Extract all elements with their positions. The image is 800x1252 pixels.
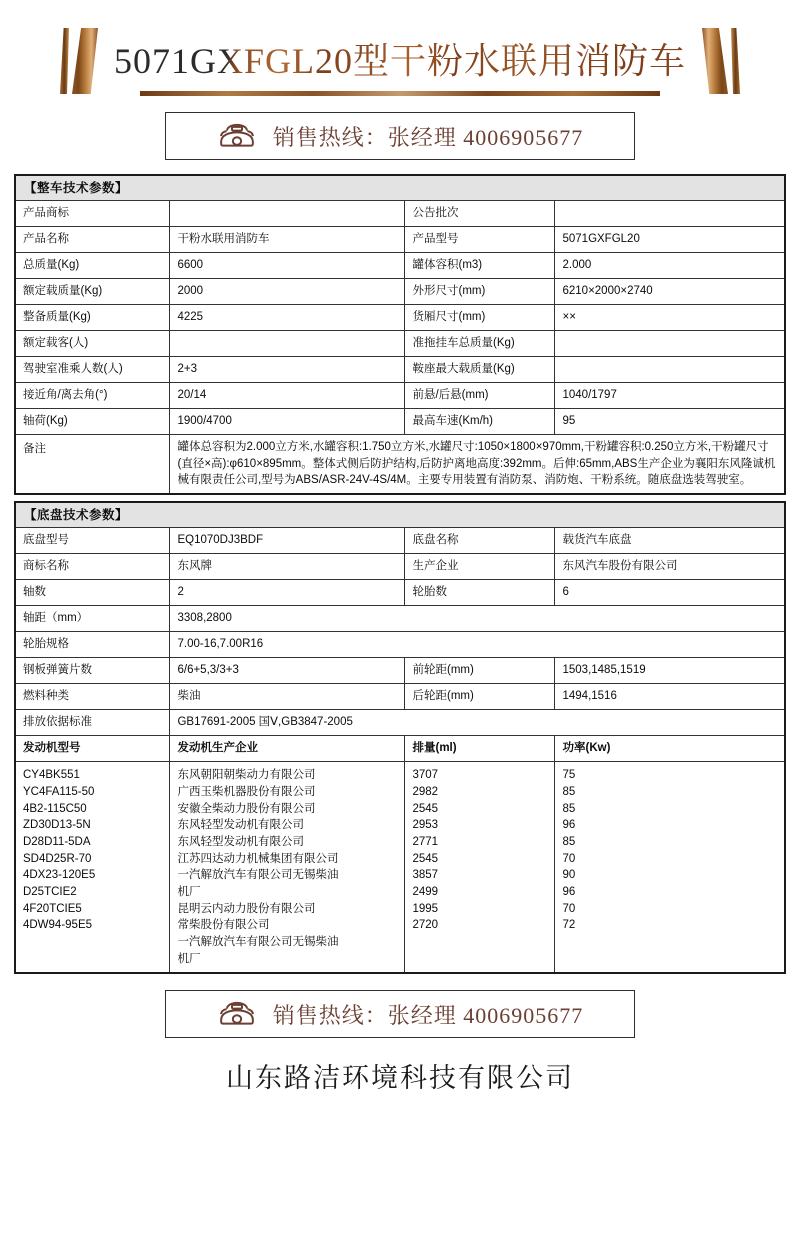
row-value-2: 载货汽车底盘 — [555, 528, 785, 554]
engine-power-item: 96 — [562, 819, 576, 832]
row-value-1 — [170, 201, 405, 227]
engine-displacement-item: 3707 — [412, 769, 439, 782]
telephone-icon — [217, 119, 257, 154]
emission-label: 排放依据标准 — [15, 710, 170, 736]
table-row — [15, 554, 785, 580]
row-value-1: 2 — [170, 580, 405, 606]
chassis-section-heading-row — [15, 502, 785, 528]
table-row — [15, 357, 785, 383]
engine-displacement-column — [405, 762, 555, 974]
row-value-1: 20/14 — [170, 383, 405, 409]
row-label-1: 额定载质量(Kg) — [15, 279, 170, 305]
hotline-text: 销售热线：张经理 4006905677 — [272, 124, 584, 150]
remark-label: 备注 — [15, 435, 170, 495]
engine-table-header-row — [15, 736, 785, 762]
row-value-2: 1503,1485,1519 — [555, 658, 785, 684]
engine-header-model: 发动机型号 — [15, 736, 170, 762]
row-value-1: 2+3 — [170, 357, 405, 383]
engine-manufacturer-item: 昆明云内动力股份有限公司 — [177, 902, 316, 915]
row-label-2: 鞍座最大载质量(Kg) — [405, 357, 555, 383]
page-title-banner — [0, 22, 800, 100]
engine-displacement-item: 2953 — [412, 819, 439, 832]
table-row — [15, 684, 785, 710]
vehicle-section-heading-row — [15, 175, 785, 201]
engine-displacement-item: 2499 — [412, 885, 439, 898]
engine-model-item: 4B2-115C50 — [22, 802, 87, 815]
engine-displacement-item: 2545 — [412, 802, 439, 815]
engine-displacement-item: 2545 — [412, 852, 439, 865]
row-label-2: 后轮距(mm) — [405, 684, 555, 710]
engine-power-item: 85 — [562, 802, 576, 815]
engine-displacement-item: 2771 — [412, 835, 439, 848]
tire-row — [15, 632, 785, 658]
row-value-1: 2000 — [170, 279, 405, 305]
engine-manufacturer-item: 江苏四达动力机械集团有限公司 — [177, 852, 339, 865]
row-value-2: ×× — [555, 305, 785, 331]
title-right-ornament — [690, 28, 742, 94]
engine-body-row — [15, 762, 785, 974]
row-value-2: 2.000 — [555, 253, 785, 279]
engine-manufacturer-item: 广西玉柴机器股份有限公司 — [177, 785, 316, 798]
engine-power-item: 90 — [562, 869, 576, 882]
engine-power-item: 85 — [562, 785, 576, 798]
engine-power-item: 75 — [562, 769, 576, 782]
page-title: 5071GXFGL20型干粉水联用消防车 — [110, 43, 690, 79]
row-value-2: 95 — [555, 409, 785, 435]
engine-displacement-item: 1995 — [412, 902, 439, 915]
row-value-1: 1900/4700 — [170, 409, 405, 435]
engine-header-power: 功率(Kw) — [555, 736, 785, 762]
table-row — [15, 528, 785, 554]
vehicle-spec-table — [14, 174, 786, 495]
engine-model-item: 4DW94-95E5 — [22, 919, 93, 932]
tire-label: 轮胎规格 — [15, 632, 170, 658]
remark-value: 罐体总容积为2.000立方米,水罐容积:1.750立方米,水罐尺寸:1050×1800×970mm,干粉罐容积:0.250立方米,干粉罐尺寸(直径×高):φ610×895mm。整体式侧后防护结构,后防护离地高度:392mm。后伸:65mm,ABS生产企业为襄阳东风隆诚机械有限责任公司,型号为ABS/ASR-24V-4S/4M。主要专用装置有消防泵、消防炮、干粉系统。随底盘选装驾驶室。 — [170, 435, 785, 495]
row-value-2: 5071GXFGL20 — [555, 227, 785, 253]
row-value-1: EQ1070DJ3BDF — [170, 528, 405, 554]
row-label-1: 总质量(Kg) — [15, 253, 170, 279]
engine-model-item: 4F20TCIE5 — [22, 902, 82, 915]
table-row — [15, 305, 785, 331]
engine-model-item: CY4BK551 — [22, 769, 80, 782]
hotline-banner-bottom — [165, 990, 635, 1038]
row-value-2: 1040/1797 — [555, 383, 785, 409]
row-label-1: 驾驶室准乘人数(人) — [15, 357, 170, 383]
engine-manufacturer-item: 东风轻型发动机有限公司 — [177, 835, 304, 848]
engine-header-manufacturer: 发动机生产企业 — [170, 736, 405, 762]
row-label-2: 公告批次 — [405, 201, 555, 227]
wheelbase-value: 3308,2800 — [170, 606, 785, 632]
row-label-1: 轴数 — [15, 580, 170, 606]
row-label-2: 生产企业 — [405, 554, 555, 580]
row-value-1 — [170, 331, 405, 357]
row-label-2: 准拖挂车总质量(Kg) — [405, 331, 555, 357]
row-label-2: 前轮距(mm) — [405, 658, 555, 684]
engine-manufacturer-item: 东风轻型发动机有限公司 — [177, 819, 304, 832]
engine-model-item: ZD30D13-5N — [22, 819, 91, 832]
row-label-2: 罐体容积(m3) — [405, 253, 555, 279]
row-value-2: 东风汽车股份有限公司 — [555, 554, 785, 580]
company-name: 山东路洁环境科技有限公司 — [226, 1063, 574, 1094]
engine-manufacturer-item: 机厂 — [177, 952, 201, 965]
emission-row — [15, 710, 785, 736]
wheelbase-row — [15, 606, 785, 632]
engine-displacement-item: 3857 — [412, 869, 439, 882]
row-label-2: 产品型号 — [405, 227, 555, 253]
engine-power-item: 96 — [562, 885, 576, 898]
engine-manufacturer-item: 一汽解放汽车有限公司无锡柴油 — [177, 869, 339, 882]
table-row — [15, 580, 785, 606]
table-row — [15, 227, 785, 253]
row-label-1: 接近角/离去角(°) — [15, 383, 170, 409]
row-label-1: 整备质量(Kg) — [15, 305, 170, 331]
engine-power-item: 72 — [562, 919, 576, 932]
hotline-text: 销售热线：张经理 4006905677 — [272, 1002, 584, 1028]
row-label-1: 产品商标 — [15, 201, 170, 227]
engine-manufacturer-item: 东风朝阳朝柴动力有限公司 — [177, 769, 316, 782]
row-label-1: 钢板弹簧片数 — [15, 658, 170, 684]
engine-power-item: 70 — [562, 852, 576, 865]
engine-manufacturer-item: 一汽解放汽车有限公司无锡柴油 — [177, 935, 339, 948]
remark-row — [15, 435, 785, 495]
chassis-spec-table — [14, 501, 786, 974]
row-value-2 — [555, 357, 785, 383]
row-value-2 — [555, 201, 785, 227]
wheelbase-label: 轴距（mm） — [15, 606, 170, 632]
engine-model-item: 4DX23-120E5 — [22, 869, 96, 882]
engine-manufacturer-item: 机厂 — [177, 885, 201, 898]
row-label-1: 底盘型号 — [15, 528, 170, 554]
row-value-1: 4225 — [170, 305, 405, 331]
engine-power-column — [555, 762, 785, 974]
row-label-1: 产品名称 — [15, 227, 170, 253]
row-value-2: 1494,1516 — [555, 684, 785, 710]
engine-model-item: D25TCIE2 — [22, 885, 77, 898]
table-row — [15, 279, 785, 305]
engine-model-item: D28D11-5DA — [22, 835, 91, 848]
row-label-1: 轴荷(Kg) — [15, 409, 170, 435]
vehicle-section-heading: 【整车技术参数】 — [15, 175, 785, 201]
hotline-banner-top — [165, 112, 635, 160]
row-label-1: 额定载客(人) — [15, 331, 170, 357]
row-label-2: 货厢尺寸(mm) — [405, 305, 555, 331]
engine-model-item: YC4FA115-50 — [22, 785, 95, 798]
engine-model-column — [15, 762, 170, 974]
row-label-2: 最高车速(Km/h) — [405, 409, 555, 435]
row-label-2: 轮胎数 — [405, 580, 555, 606]
engine-manufacturer-item: 安徽全柴动力股份有限公司 — [177, 802, 316, 815]
table-row — [15, 409, 785, 435]
telephone-icon — [217, 997, 257, 1032]
engine-manufacturer-column — [170, 762, 405, 974]
table-row — [15, 331, 785, 357]
engine-power-item: 70 — [562, 902, 576, 915]
row-label-1: 燃料种类 — [15, 684, 170, 710]
engine-displacement-item: 2720 — [412, 919, 439, 932]
table-row — [15, 383, 785, 409]
row-label-2: 底盘名称 — [405, 528, 555, 554]
engine-power-item: 85 — [562, 835, 576, 848]
engine-displacement-item: 2982 — [412, 785, 439, 798]
row-label-1: 商标名称 — [15, 554, 170, 580]
row-value-1: 柴油 — [170, 684, 405, 710]
row-value-2: 6 — [555, 580, 785, 606]
table-row — [15, 658, 785, 684]
row-value-1: 干粉水联用消防车 — [170, 227, 405, 253]
title-left-ornament — [58, 28, 110, 94]
tire-value: 7.00-16,7.00R16 — [170, 632, 785, 658]
table-row — [15, 201, 785, 227]
row-label-2: 前悬/后悬(mm) — [405, 383, 555, 409]
emission-value: GB17691-2005 国Ⅴ,GB3847-2005 — [170, 710, 785, 736]
title-underline — [140, 91, 660, 96]
table-row — [15, 253, 785, 279]
engine-manufacturer-item: 常柴股份有限公司 — [177, 919, 270, 932]
row-value-2: 6210×2000×2740 — [555, 279, 785, 305]
row-value-2 — [555, 331, 785, 357]
row-value-1: 东风牌 — [170, 554, 405, 580]
row-value-1: 6/6+5,3/3+3 — [170, 658, 405, 684]
chassis-section-heading: 【底盘技术参数】 — [15, 502, 785, 528]
engine-header-displacement: 排量(ml) — [405, 736, 555, 762]
engine-model-item: SD4D25R-70 — [22, 852, 92, 865]
row-label-2: 外形尺寸(mm) — [405, 279, 555, 305]
row-value-1: 6600 — [170, 253, 405, 279]
